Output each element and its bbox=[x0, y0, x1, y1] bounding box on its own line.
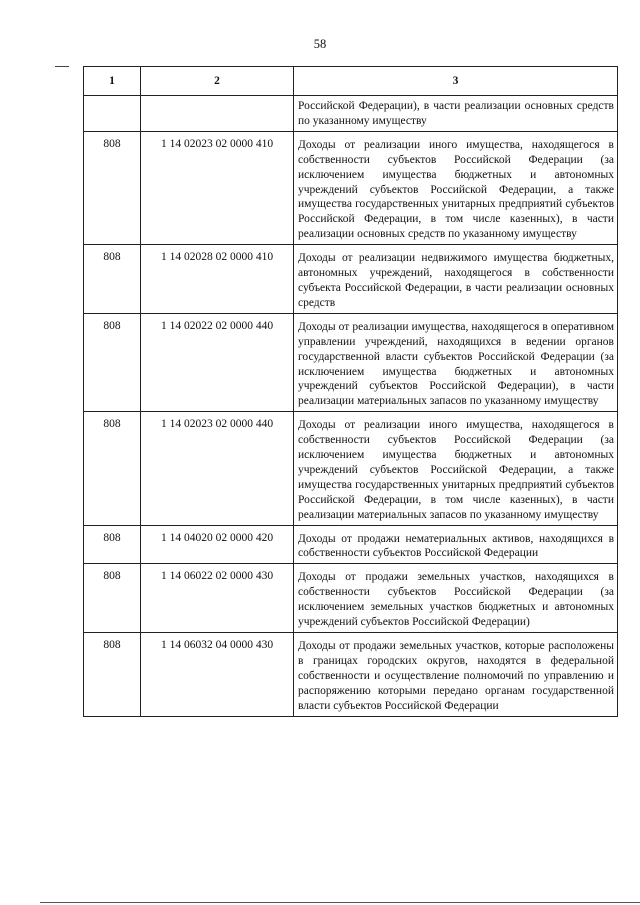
income-code bbox=[141, 96, 294, 132]
header-col-2: 2 bbox=[141, 67, 294, 96]
table-row bbox=[84, 412, 618, 525]
admin-code: 808 bbox=[84, 525, 141, 564]
income-code: 1 14 06032 04 0000 430 bbox=[141, 633, 294, 717]
income-description: Доходы от реализации иного имущества, находящегося в собственности субъектов Российской Федерации (за исключением имущества бюджетных и автономных учреждений субъектов Российской Федерации, а также имущества государственных унитарных предприятий субъектов Российской Федерации, в том числе казенных), в части реализации материальных запасов по указанному имуществу bbox=[294, 412, 618, 525]
income-description: Доходы от реализации имущества, находящегося в оперативном управлении учреждений, находящихся в ведении органов государственной власти субъектов Российской Федерации (за исключением имущества бюджетных и автономных учреждений субъектов Российской Федерации), в части реализации материальных запасов по указанному имуществу bbox=[294, 313, 618, 411]
income-code: 1 14 02022 02 0000 440 bbox=[141, 313, 294, 411]
admin-code: 808 bbox=[84, 633, 141, 717]
income-description: Доходы от продажи земельных участков, находящихся в собственности субъектов Российской Федерации (за исключением земельных участков бюджетных и автономных учреждений субъектов Российской Федерации) bbox=[294, 564, 618, 633]
income-description: Доходы от продажи земельных участков, которые расположены в границах городских округов, находятся в федеральной собственности и осуществление полномочий по управлению и распоряжению которыми передано органам государственной власти субъектов Российской Федерации bbox=[294, 633, 618, 717]
income-code: 1 14 04020 02 0000 420 bbox=[141, 525, 294, 564]
income-description: Доходы от реализации недвижимого имущества бюджетных, автономных учреждений, находящегося в собственности субъекта Российской Федерации, в части реализации основных средств bbox=[294, 245, 618, 314]
table-row bbox=[84, 633, 618, 717]
admin-code: 808 bbox=[84, 245, 141, 314]
table-row bbox=[84, 525, 618, 564]
table-row bbox=[84, 564, 618, 633]
table-row bbox=[84, 96, 618, 132]
admin-code bbox=[84, 96, 141, 132]
page-number: 58 bbox=[313, 37, 327, 51]
income-description: Доходы от продажи нематериальных активов, находящихся в собственности субъектов Российской Федерации bbox=[294, 525, 618, 564]
header-col-1: 1 bbox=[84, 67, 141, 96]
header-col-3: 3 bbox=[294, 67, 618, 96]
table-row bbox=[84, 245, 618, 314]
table-row bbox=[84, 313, 618, 411]
income-code: 1 14 02028 02 0000 410 bbox=[141, 245, 294, 314]
income-code: 1 14 02023 02 0000 440 bbox=[141, 412, 294, 525]
income-description: Российской Федерации), в части реализации основных средств по указанному имуществу bbox=[294, 96, 618, 132]
admin-code: 808 bbox=[84, 313, 141, 411]
admin-code: 808 bbox=[84, 564, 141, 633]
table-header-row bbox=[84, 67, 618, 96]
income-code: 1 14 06022 02 0000 430 bbox=[141, 564, 294, 633]
margin-mark bbox=[55, 66, 69, 67]
income-code: 1 14 02023 02 0000 410 bbox=[141, 131, 294, 244]
table-row bbox=[84, 131, 618, 244]
income-codes-table bbox=[83, 66, 618, 717]
admin-code: 808 bbox=[84, 412, 141, 525]
admin-code: 808 bbox=[84, 131, 141, 244]
income-description: Доходы от реализации иного имущества, находящегося в собственности субъектов Российской Федерации (за исключением имущества бюджетных и автономных учреждений субъектов Российской Федерации, а также имущества государственных унитарных предприятий субъектов Российской Федерации, в том числе казенных), в части реализации основных средств по указанному имуществу bbox=[294, 131, 618, 244]
bottom-rule bbox=[40, 902, 640, 903]
